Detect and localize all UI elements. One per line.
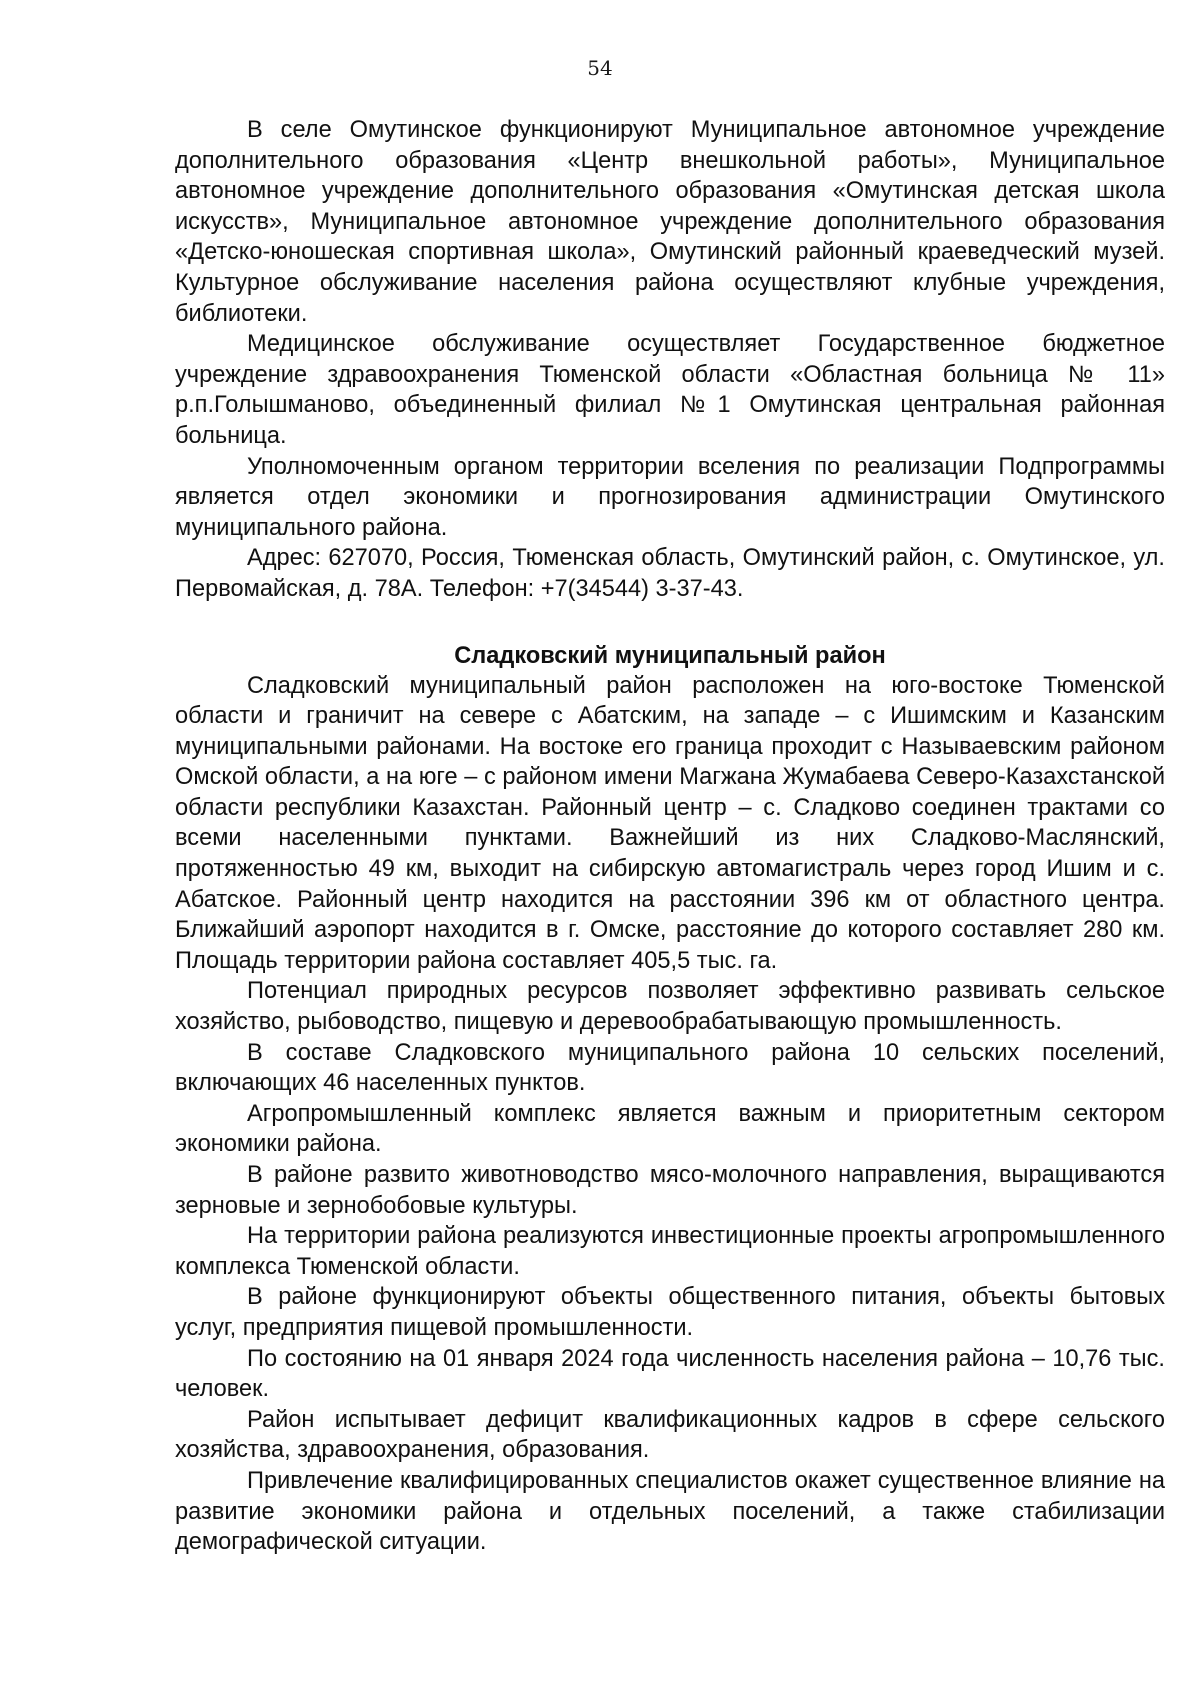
paragraph-sladkovo-resources: Потенциал природных ресурсов позволяет эффективно развивать сельское хозяйство, рыбоводство, пищевую и деревообрабатывающую промышленность. <box>175 978 1165 1036</box>
paragraph-sladkovo-staff-deficit: Район испытывает дефицит квалификационных кадров в сфере сельского хозяйства, здравоохранения, образования. <box>175 1406 1165 1464</box>
paragraph-sladkovo-investment: На территории района реализуются инвестиционные проекты агропромышленного комплекса Тюменской области. <box>175 1223 1165 1280</box>
paragraph-sladkovo-services: В районе функционируют объекты общественного питания, объекты бытовых услуг, предприятия пищевой промышленности. <box>175 1284 1165 1341</box>
section-title: Сладковский муниципальный район <box>454 642 886 669</box>
paragraph-omutinsk-address: Адрес: 627070, Россия, Тюменская область, Омутинский район, с. Омутинское, ул. Первомайская, д. 78А. Телефон: +7(34544) 3-37-43. <box>175 545 1165 602</box>
paragraph-sladkovo-location: Сладковский муниципальный район расположен на юго-востоке Тюменской области и граничит на севере с Абатским, на западе – с Ишимским и Казанским муниципальными районами. На востоке его граница проходит с Называевским районом Омской области, а на юге – с районом имени Магжана Жумабаева Северо-Казахстанской области республики Казахстан. Районный центр – с. Сладково соединен трактами со всеми населенными пунктами. Важнейший из них Сладково-Маслянский, протяженностью 49 км, выходит на сибирскую автомагистраль через город Ишим и с. Абатское. Районный центр находится на расстоянии 396 км от областного центра. Ближайший аэропорт находится в г. Омске, расстояние до которого составляет 280 км. Площадь территории района составляет 405,5 тыс. га. <box>175 672 1165 974</box>
paragraph-sladkovo-livestock: В районе развито животноводство мясо-молочного направления, выращиваются зерновые и зернобобовые культуры. <box>175 1162 1165 1219</box>
paragraph-omutinsk-medical: Медицинское обслуживание осуществляет Государственное бюджетное учреждение здравоохранения Тюменской области «Областная больница № 11» р.п.Голышманово, объединенный филиал №1 Омутинская центральная районная больница. <box>175 331 1165 449</box>
document-body <box>175 115 1165 1558</box>
paragraph-omutinsk-institutions: В селе Омутинское функционируют Муниципальное автономное учреждение дополнительного образования «Центр внешкольной работы», Муниципальное автономное учреждение дополнительного образования «Омутинская детская школа искусств», Муниципальное автономное учреждение дополнительного образования «Детско-юношеская спортивная школа», Омутинский районный краеведческий музей. Культурное обслуживание населения района осуществляют клубные учреждения, библиотеки. <box>175 117 1165 327</box>
paragraph-sladkovo-agro: Агропромышленный комплекс является важным и приоритетным сектором экономики района. <box>175 1100 1165 1158</box>
paragraph-omutinsk-authority: Уполномоченным органом территории вселения по реализации Подпрограммы является отдел экономики и прогнозирования администрации Омутинского муниципального района. <box>175 453 1165 541</box>
paragraph-sladkovo-settlements: В составе Сладковского муниципального района 10 сельских поселений, включающих 46 населенных пунктов. <box>175 1039 1165 1097</box>
page-number: 54 <box>587 56 613 80</box>
paragraph-sladkovo-population: По состоянию на 01 января 2024 года численность населения района – 10,76 тыс. человек. <box>175 1345 1165 1403</box>
paragraph-sladkovo-specialists: Привлечение квалифицированных специалистов окажет существенное влияние на развитие экономики района и отдельных поселений, а также стабилизации демографической ситуации. <box>175 1467 1165 1556</box>
